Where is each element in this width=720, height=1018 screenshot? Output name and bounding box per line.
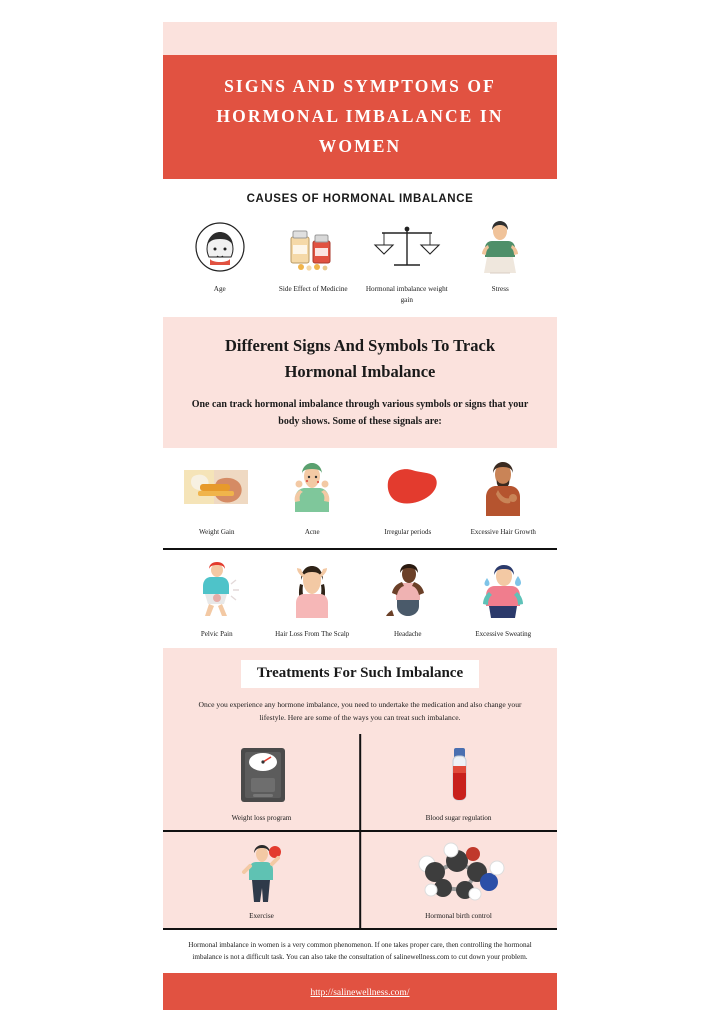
cause-label: Side Effect of Medicine <box>278 285 348 294</box>
treatment-label: Exercise <box>249 912 274 921</box>
sweating-icon <box>457 562 549 618</box>
pelvic-pain-icon <box>171 562 263 618</box>
cause-item-weight-gain <box>363 219 451 305</box>
weight-gain-body-icon <box>171 460 263 516</box>
footer-bar <box>163 973 557 1010</box>
cause-item-medicine <box>269 219 357 294</box>
cause-label: Age <box>213 285 226 294</box>
blood-test-tube-icon <box>360 744 557 806</box>
cause-label: Hormonal imbalance weight gain <box>365 285 448 304</box>
sign-label: Excessive Sweating <box>475 629 532 638</box>
balance-scale-icon <box>363 219 451 275</box>
sign-label: Headache <box>393 629 422 638</box>
signs-subtext: One can track hormonal imbalance through various symbols or signs that your body shows. Some of these signals are: <box>191 399 529 427</box>
top-pink-strip <box>163 22 557 55</box>
facial-hair-growth-icon <box>457 460 549 516</box>
sign-item-headache <box>362 562 454 638</box>
sign-item-weight-gain <box>171 460 263 536</box>
sign-label: Excessive Hair Growth <box>470 528 536 537</box>
signs-heading-block <box>163 317 557 448</box>
infographic-body <box>163 22 557 1010</box>
treatment-item-weight-loss <box>163 734 360 830</box>
cause-item-age <box>176 219 264 294</box>
sign-item-excessive-sweating <box>457 562 549 638</box>
bathroom-scale-icon <box>163 744 360 806</box>
sign-item-hair-growth <box>457 460 549 536</box>
stressed-woman-icon <box>456 219 544 275</box>
sign-item-pelvic-pain <box>171 562 263 638</box>
causes-heading: CAUSES OF HORMONAL IMBALANCE <box>246 193 474 206</box>
page-title: SIGNS AND SYMPTOMS OF HORMONAL IMBALANCE IN WOMEN <box>216 76 504 157</box>
sign-label: Hair Loss From The Scalp <box>275 629 350 638</box>
treatment-label: Blood sugar regulation <box>425 814 492 823</box>
sign-label: Pelvic Pain <box>200 629 233 638</box>
treatments-heading: Treatments For Such Imbalance <box>241 660 479 688</box>
treatments-section <box>163 648 557 930</box>
causes-section <box>163 179 557 317</box>
sign-item-irregular-periods <box>362 460 454 536</box>
treatment-item-blood-sugar <box>360 734 557 830</box>
medicine-bottles-icon <box>269 219 357 275</box>
treatment-label: Hormonal birth control <box>425 912 492 921</box>
woman-face-portrait-icon <box>176 219 264 275</box>
sign-label: Weight Gain <box>199 528 235 537</box>
signs-heading: Different Signs And Symbols To Track Hormonal Imbalance <box>224 336 496 381</box>
headache-icon <box>362 562 454 618</box>
cause-item-stress <box>456 219 544 294</box>
treatment-label: Weight loss program <box>231 814 292 823</box>
acne-face-icon <box>266 460 358 516</box>
treatments-quadrant <box>163 734 557 929</box>
cause-label: Stress <box>491 285 509 294</box>
molecule-model-icon <box>360 842 557 904</box>
treatments-title-wrap <box>163 658 557 696</box>
treatment-item-birth-control <box>360 832 557 928</box>
sign-item-acne <box>266 460 358 536</box>
treatment-item-exercise <box>163 832 360 928</box>
sign-item-hair-loss <box>266 562 358 638</box>
causes-row <box>163 215 557 305</box>
blood-drop-icon <box>362 460 454 516</box>
title-banner <box>163 55 557 179</box>
signs-row-2 <box>163 550 557 648</box>
sign-label: Acne <box>304 528 320 537</box>
quadrant-vertical-divider <box>359 734 361 929</box>
footer-note: Hormonal imbalance in women is a very common phenomenon. If one takes proper care, then controlling the hormonal imbalance is not a difficult task. You can also take the consultation of salinewellness.com to cut down your problem. <box>163 930 557 973</box>
sign-label: Irregular periods <box>384 528 432 537</box>
hair-loss-icon <box>266 562 358 618</box>
signs-row-1 <box>163 448 557 546</box>
treatments-subtext: Once you experience any hormone imbalance, you need to undertake the medication and also change your lifestyle. Here are some of the ways you can treat such imbalance. <box>198 699 522 723</box>
exercise-dumbbell-icon <box>163 842 360 904</box>
website-link[interactable]: http://salinewellness.com/ <box>310 988 410 999</box>
